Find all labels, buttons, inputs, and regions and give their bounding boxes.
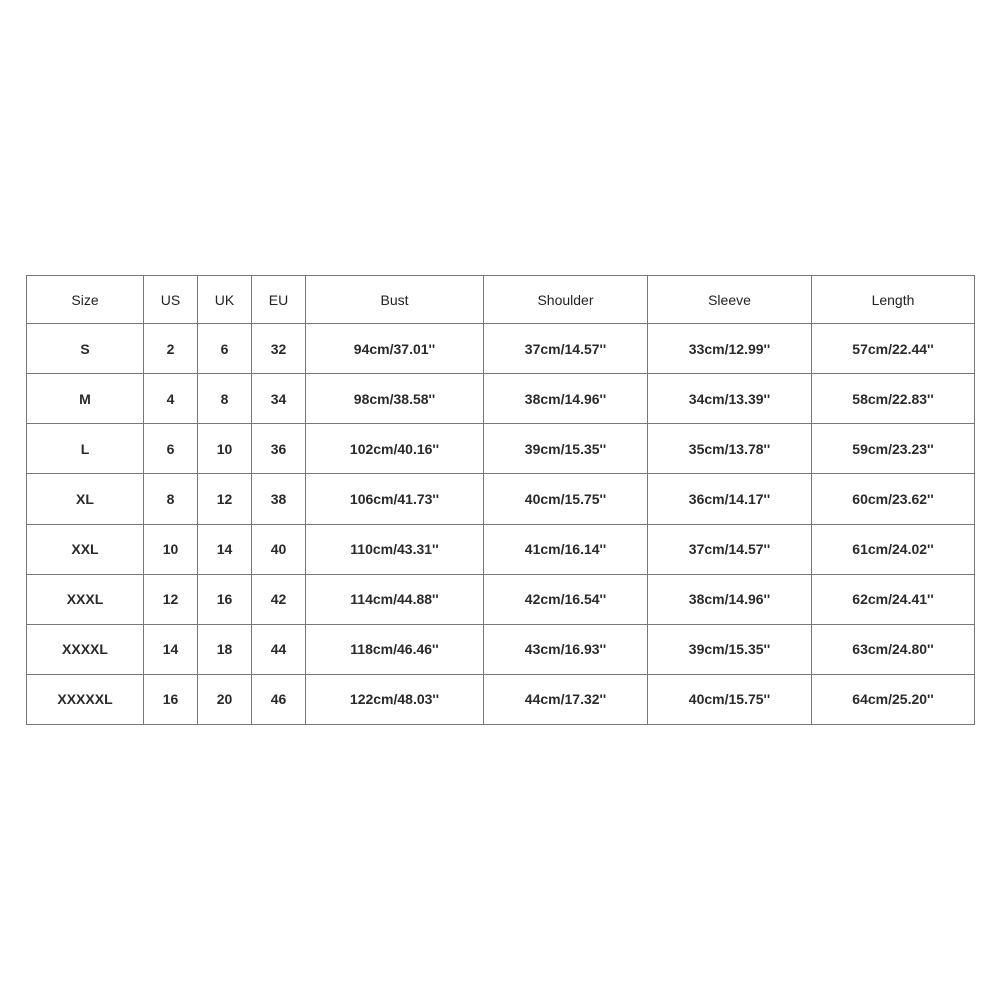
cell-shoulder: 38cm/14.96'': [484, 374, 648, 424]
cell-bust: 114cm/44.88'': [306, 575, 484, 625]
cell-size: XXXXL: [27, 625, 144, 675]
table-row: [27, 324, 975, 374]
size-chart-table: [26, 275, 975, 725]
cell-length: 64cm/25.20'': [812, 675, 975, 725]
cell-shoulder: 39cm/15.35'': [484, 424, 648, 474]
cell-length: 63cm/24.80'': [812, 625, 975, 675]
cell-uk: 14: [198, 525, 252, 575]
table-row: [27, 575, 975, 625]
cell-uk: 6: [198, 324, 252, 374]
cell-eu: 44: [252, 625, 306, 675]
table-row: [27, 374, 975, 424]
table-row: [27, 625, 975, 675]
cell-bust: 94cm/37.01'': [306, 324, 484, 374]
cell-eu: 34: [252, 374, 306, 424]
cell-size: S: [27, 324, 144, 374]
cell-shoulder: 37cm/14.57'': [484, 324, 648, 374]
cell-us: 10: [144, 525, 198, 575]
cell-sleeve: 34cm/13.39'': [648, 374, 812, 424]
header-bust: Bust: [306, 276, 484, 324]
table-row: [27, 675, 975, 725]
cell-uk: 10: [198, 424, 252, 474]
cell-sleeve: 38cm/14.96'': [648, 575, 812, 625]
cell-us: 6: [144, 424, 198, 474]
cell-shoulder: 43cm/16.93'': [484, 625, 648, 675]
header-row: [27, 276, 975, 324]
header-size: Size: [27, 276, 144, 324]
cell-bust: 102cm/40.16'': [306, 424, 484, 474]
cell-shoulder: 41cm/16.14'': [484, 525, 648, 575]
cell-size: XXL: [27, 525, 144, 575]
cell-uk: 16: [198, 575, 252, 625]
header-sleeve: Sleeve: [648, 276, 812, 324]
cell-sleeve: 35cm/13.78'': [648, 424, 812, 474]
cell-us: 12: [144, 575, 198, 625]
table-row: [27, 525, 975, 575]
cell-uk: 20: [198, 675, 252, 725]
cell-sleeve: 40cm/15.75'': [648, 675, 812, 725]
header-shoulder: Shoulder: [484, 276, 648, 324]
cell-us: 4: [144, 374, 198, 424]
cell-length: 59cm/23.23'': [812, 424, 975, 474]
cell-bust: 98cm/38.58'': [306, 374, 484, 424]
cell-eu: 32: [252, 324, 306, 374]
cell-eu: 46: [252, 675, 306, 725]
cell-length: 57cm/22.44'': [812, 324, 975, 374]
cell-size: XXXL: [27, 575, 144, 625]
cell-bust: 118cm/46.46'': [306, 625, 484, 675]
header-uk: UK: [198, 276, 252, 324]
cell-shoulder: 44cm/17.32'': [484, 675, 648, 725]
cell-uk: 12: [198, 474, 252, 524]
cell-size: M: [27, 374, 144, 424]
cell-eu: 40: [252, 525, 306, 575]
cell-uk: 8: [198, 374, 252, 424]
cell-length: 60cm/23.62'': [812, 474, 975, 524]
table-row: [27, 474, 975, 524]
header-us: US: [144, 276, 198, 324]
cell-length: 58cm/22.83'': [812, 374, 975, 424]
cell-sleeve: 37cm/14.57'': [648, 525, 812, 575]
cell-shoulder: 40cm/15.75'': [484, 474, 648, 524]
table-row: [27, 424, 975, 474]
cell-size: XXXXXL: [27, 675, 144, 725]
cell-us: 2: [144, 324, 198, 374]
cell-eu: 42: [252, 575, 306, 625]
cell-sleeve: 39cm/15.35'': [648, 625, 812, 675]
cell-us: 8: [144, 474, 198, 524]
cell-sleeve: 36cm/14.17'': [648, 474, 812, 524]
cell-bust: 110cm/43.31'': [306, 525, 484, 575]
cell-eu: 38: [252, 474, 306, 524]
cell-eu: 36: [252, 424, 306, 474]
cell-us: 16: [144, 675, 198, 725]
cell-size: L: [27, 424, 144, 474]
cell-size: XL: [27, 474, 144, 524]
cell-length: 61cm/24.02'': [812, 525, 975, 575]
cell-length: 62cm/24.41'': [812, 575, 975, 625]
cell-bust: 122cm/48.03'': [306, 675, 484, 725]
header-eu: EU: [252, 276, 306, 324]
cell-shoulder: 42cm/16.54'': [484, 575, 648, 625]
cell-bust: 106cm/41.73'': [306, 474, 484, 524]
cell-uk: 18: [198, 625, 252, 675]
cell-sleeve: 33cm/12.99'': [648, 324, 812, 374]
header-length: Length: [812, 276, 975, 324]
cell-us: 14: [144, 625, 198, 675]
